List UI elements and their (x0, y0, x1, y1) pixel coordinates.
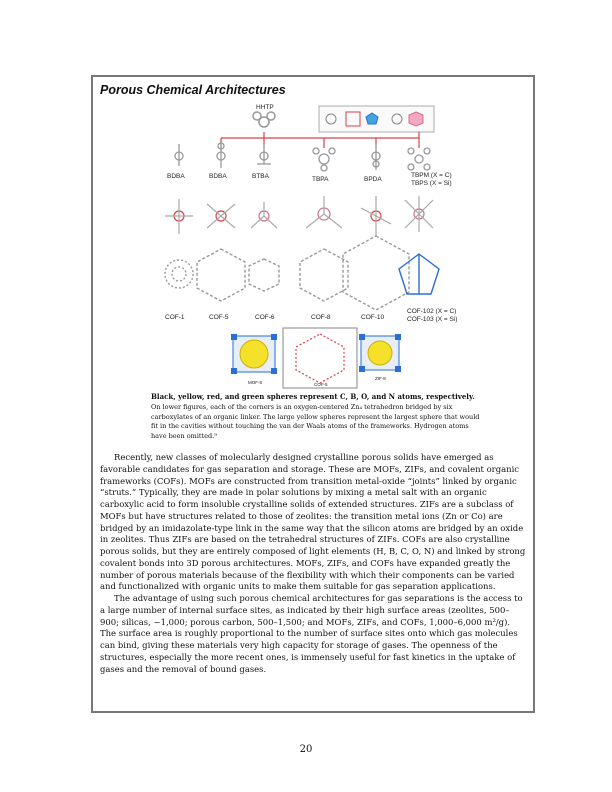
box-title: Porous Chemical Architectures (100, 83, 286, 97)
hhtp-label: HHTP (256, 104, 274, 111)
label-mof-5: MOF-5 (248, 380, 262, 385)
label-cof-1: COF-1 (165, 314, 185, 321)
body-text (100, 452, 528, 675)
figure-caption-bold: Black, yellow, red, and green spheres represent C, B, O, and N atoms, respectively. (151, 392, 475, 401)
legend-box (319, 106, 434, 132)
sidebar-box (91, 75, 535, 713)
label-zif-8: ZIF-8 (375, 376, 386, 381)
label-tbpm: TBPM (X = C) (411, 172, 452, 179)
label-cof-103: COF-103 (X = Si) (407, 316, 458, 323)
label-bpda: BPDA (364, 176, 382, 183)
label-bdba-2: BDBA (209, 173, 227, 180)
cof-5-structure (283, 328, 357, 388)
label-cof-5-bottom: COF-5 (314, 382, 328, 387)
cof-structures (165, 236, 439, 310)
cof-figure (161, 104, 469, 389)
hhtp-molecule (253, 104, 275, 127)
label-cof-10: COF-10 (361, 314, 385, 321)
label-bdba-1: BDBA (167, 173, 185, 180)
connector-lines (221, 132, 419, 148)
figure-caption: On lower figures, each of the corners is an oxygen-centered Zn₄ tetrahedron bridged by six carboxylates of an organic linker. The large yellow spheres represent the largest sphere that would fit in the cavities without touching the van der Waals atoms of the frameworks. Hydrogen atoms have been omitted.⁹ (151, 403, 480, 440)
label-cof-6: COF-6 (255, 314, 275, 321)
paragraph: Recently, new classes of molecularly designed crystalline porous solids have emerged as favorable candidates for gas separation and storage. These are MOFs, ZIFs, and covalent organic frameworks (COFs). MOFs are constructed from transition metal-oxide “joints” linked by organic “struts.” Typically, they are made in polar solutions by mixing a metal salt with an organic carboxylic acid to form insoluble crystalline solids of extended structures. ZIFs are a subclass of MOFs but have structures related to those of zeolites: the transition metal ions (Zn or Co) are bridged by an imidazolate-type link in the same way that the silicon atoms are bridged by an oxide in zeolites. Thus ZIFs are based on the tetrahedral structures of ZIFs. COFs are also crystalline porous solids, but they are entirely composed of light elements (H, B, C, O, N) and linked by strong covalent bonds into 3D porous architectures. MOFs, ZIFs, and COFs have expanded greatly the number of porous materials because of the flexibility with which their components can be varied and functionalized with organic units to make them suitable for gas separation applications. (100, 452, 526, 592)
label-cof-102: COF-102 (X = C) (407, 308, 457, 315)
label-cof-8: COF-8 (311, 314, 331, 321)
label-btba: BTBA (252, 173, 269, 180)
linker-row (165, 196, 433, 236)
label-cof-5: COF-5 (209, 314, 229, 321)
page-number: 20 (299, 744, 313, 755)
label-tbpa: TBPA (312, 176, 329, 183)
monomer-row (175, 142, 430, 171)
mof-5-structure (231, 334, 277, 374)
zif-8-structure (359, 334, 401, 372)
label-tbps: TBPS (X = Si) (411, 180, 452, 187)
paragraph: The advantage of using such porous chemical architectures for gas separations is the access to a large number of internal surface sites, as indicated by their high surface areas (zeolites, 500–900; silicas, ~1,000; porous carbon, 500–1,500; and MOFs, ZIFs, and COFs, 1,000–6,000 m²/g). The surface area is roughly proportional to the number of surface sites onto which gas molecules can bind, giving these materials very high capacity for storage of gases. The openness of the structures, especially the more recent ones, is immensely useful for fast kinetics in the uptake of gases and the removal of bound gases. (100, 593, 523, 674)
